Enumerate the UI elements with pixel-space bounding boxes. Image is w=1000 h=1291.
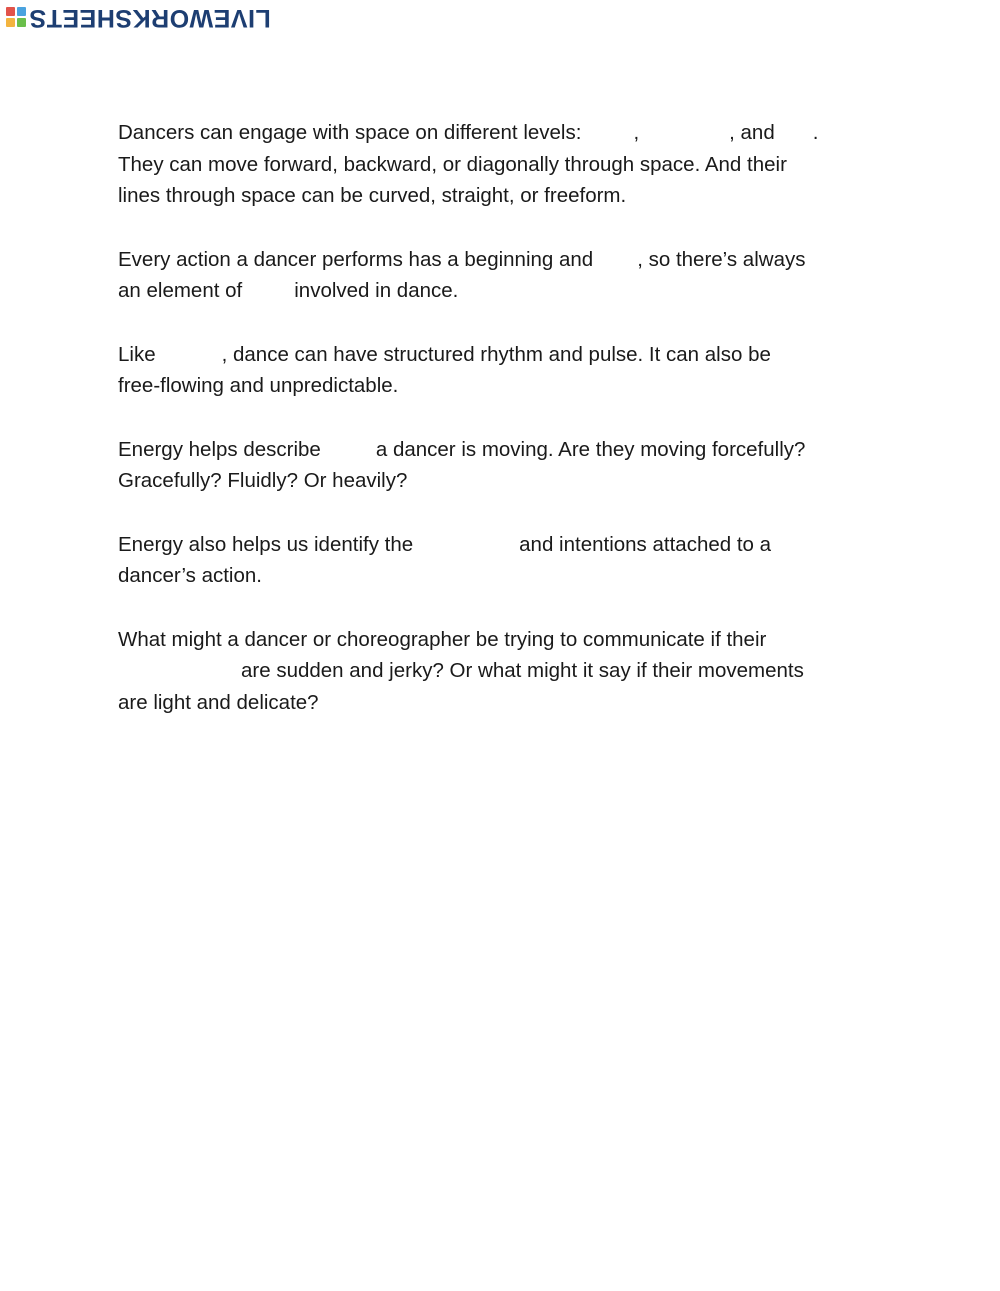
paragraph-time bbox=[118, 244, 898, 307]
answer-blank-movements[interactable] bbox=[118, 657, 241, 677]
answer-blank-music[interactable] bbox=[156, 341, 222, 361]
text: Every action a dancer performs has a beginning and bbox=[118, 247, 594, 271]
worksheet-content bbox=[118, 117, 898, 750]
text: an element of bbox=[118, 279, 243, 302]
text: dancer’s action. bbox=[118, 564, 262, 587]
paragraph-space-levels bbox=[118, 117, 898, 212]
paragraph-emotions bbox=[118, 529, 898, 592]
text: . bbox=[812, 121, 819, 144]
text: Like bbox=[118, 342, 156, 366]
text: Gracefully? Fluidly? Or heavily? bbox=[118, 469, 408, 492]
text: lines through space can be curved, straight, or freeform. bbox=[118, 184, 627, 207]
text: Energy also helps us identify the bbox=[118, 532, 414, 556]
logo-text: LIVEWORKSHEETS bbox=[29, 3, 271, 32]
answer-blank-time[interactable] bbox=[242, 277, 294, 297]
text: , so there’s always bbox=[637, 247, 806, 271]
text: , dance can have structured rhythm and pulse. It can also be bbox=[221, 342, 771, 366]
text: a dancer is moving. Are they moving forcefully? bbox=[375, 437, 806, 461]
answer-blank-level-2[interactable] bbox=[639, 119, 729, 139]
logo-block-blue bbox=[17, 7, 26, 16]
answer-blank-level-3[interactable] bbox=[775, 119, 813, 139]
liveworksheets-logo bbox=[6, 4, 271, 30]
text: are light and delicate? bbox=[118, 690, 319, 714]
text: and intentions attached to a bbox=[519, 532, 772, 556]
paragraph-rhythm bbox=[118, 339, 898, 402]
text: Dancers can engage with space on different levels: bbox=[118, 121, 582, 144]
logo-block-red bbox=[6, 7, 15, 16]
answer-blank-end[interactable] bbox=[593, 246, 637, 266]
answer-blank-level-1[interactable] bbox=[581, 119, 633, 139]
text: What might a dancer or choreographer be trying to communicate if their bbox=[118, 627, 767, 651]
text: , bbox=[633, 121, 640, 144]
text: Energy helps describe bbox=[118, 437, 321, 461]
paragraph-energy bbox=[118, 434, 898, 497]
text: involved in dance. bbox=[294, 279, 459, 302]
text: free-flowing and unpredictable. bbox=[118, 374, 399, 397]
logo-block-green bbox=[17, 18, 26, 27]
answer-blank-emotions[interactable] bbox=[413, 531, 519, 551]
answer-blank-how[interactable] bbox=[321, 436, 376, 456]
text: are sudden and jerky? Or what might it say if their movements bbox=[241, 659, 804, 682]
text: , and bbox=[729, 121, 775, 144]
paragraph-communicate bbox=[118, 624, 898, 719]
logo-blocks-icon bbox=[6, 7, 26, 27]
logo-block-yellow bbox=[6, 18, 15, 27]
text: They can move forward, backward, or diagonally through space. And their bbox=[118, 152, 787, 176]
